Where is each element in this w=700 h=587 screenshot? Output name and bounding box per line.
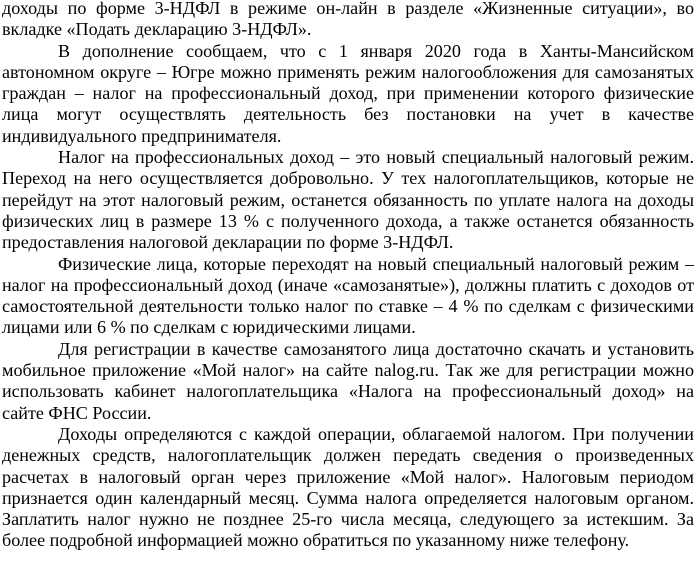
paragraph-self-employed-regime: В дополнение сообщаем, что с 1 января 2020 года в Ханты-Мансийском автономном округе – Югре можно применять режим налогообложения для самозанятых граждан – налог на профессиональный доход, при применении которого физические лица могут осуществлять деятельность без постановки на учет в качестве индивидуального предпринимателя. bbox=[2, 40, 694, 146]
paragraph-income-reporting: Доходы определяются с каждой операции, облагаемой налогом. При получении денежных средств, налогоплательщик должен передать сведения о произведенных расчетах в налоговый орган через приложение «Мой налог». Налоговым периодом признается один календарный месяц. Сумма налога определяется налоговым органом. Заплатить налог нужно не позднее 25-го числа месяца, следующего за истекшим. За более подробной информацией можно обратиться по указанному ниже телефону. bbox=[2, 423, 694, 551]
paragraph-professional-income-tax: Налог на профессиональных доход – это новый специальный налоговый режим. Переход на него осуществляется добровольно. У тех налогоплательщиков, которые не перейдут на этот налоговый режим, останется обязанность по уплате налога на доходы физических лиц в размере 13 % с полученного дохода, а также останется обязанность предоставления налоговой декларации по форме 3-НДФЛ. bbox=[2, 147, 694, 253]
document-body bbox=[2, 0, 694, 552]
paragraph-tax-rates: Физические лица, которые переходят на новый специальный налоговый режим – налог на профессиональный доход (иначе «самозанятые»), должны платить с доходов от самостоятельной деятельности только налог по ставке – 4 % по сделкам с физическими лицами или 6 % по сделкам с юридическими лицами. bbox=[2, 253, 694, 338]
paragraph-registration: Для регистрации в качестве самозанятого лица достаточно скачать и установить мобильное приложение «Мой налог» на сайте nalog.ru. Так же для регистрации можно использовать кабинет налогоплательщика «Налога на профессиональный доход» на сайте ФНС России. bbox=[2, 338, 694, 423]
paragraph-continuation: доходы по форме 3-НДФЛ в режиме он-лайн в разделе «Жизненные ситуации», во вкладке «Подать декларацию 3-НДФЛ». bbox=[2, 0, 694, 40]
